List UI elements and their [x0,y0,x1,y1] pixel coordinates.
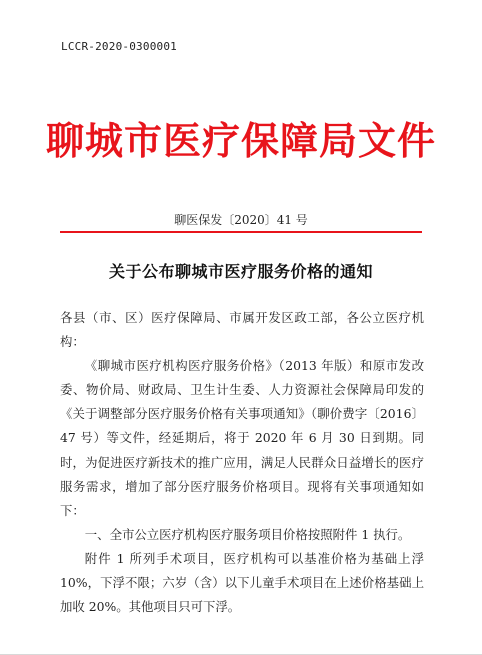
body-paragraph: 附件 1 所列手术项目，医疗机构可以基准价格为基础上浮 10%，下浮不限；六岁（含）以下儿童手术项目在上述价格基础上加收 20%。其他项目只可下浮。 [60,550,424,615]
document-id: LCCR-2020-0300001 [61,40,177,53]
red-separator-line [60,231,422,233]
salutation-paragraph: 各县（市、区）医疗保障局、市属开发区政工部，各公立医疗机构： [60,310,424,350]
body-paragraph: 一、全市公立医疗机构医疗服务项目价格按照附件 1 执行。 [84,526,411,542]
document-number: 聊医保发〔2020〕41 号 [174,213,308,227]
notice-title: 关于公布聊城市医疗服务价格的通知 [108,262,373,281]
issuing-authority-title: 聊城市医疗保障局文件 [45,118,436,163]
document-body [60,306,424,619]
body-paragraph: 《聊城市医疗机构医疗服务价格》（2013 年版）和原市发改委、物价局、财政局、卫生计生委、人力资源社会保障局印发的《关于调整部分医疗服务价格有关事项通知》（聊价费字〔2016〕47 号）等文件，经延期后，将于 2020 年 6 月 30 日到期。同时，为促进医疗新技术的推广应用，满足人民群众日益增长的医疗服务需求，增加了部分医疗服务价格项目。现将有关事项通知如下： [60,358,424,518]
